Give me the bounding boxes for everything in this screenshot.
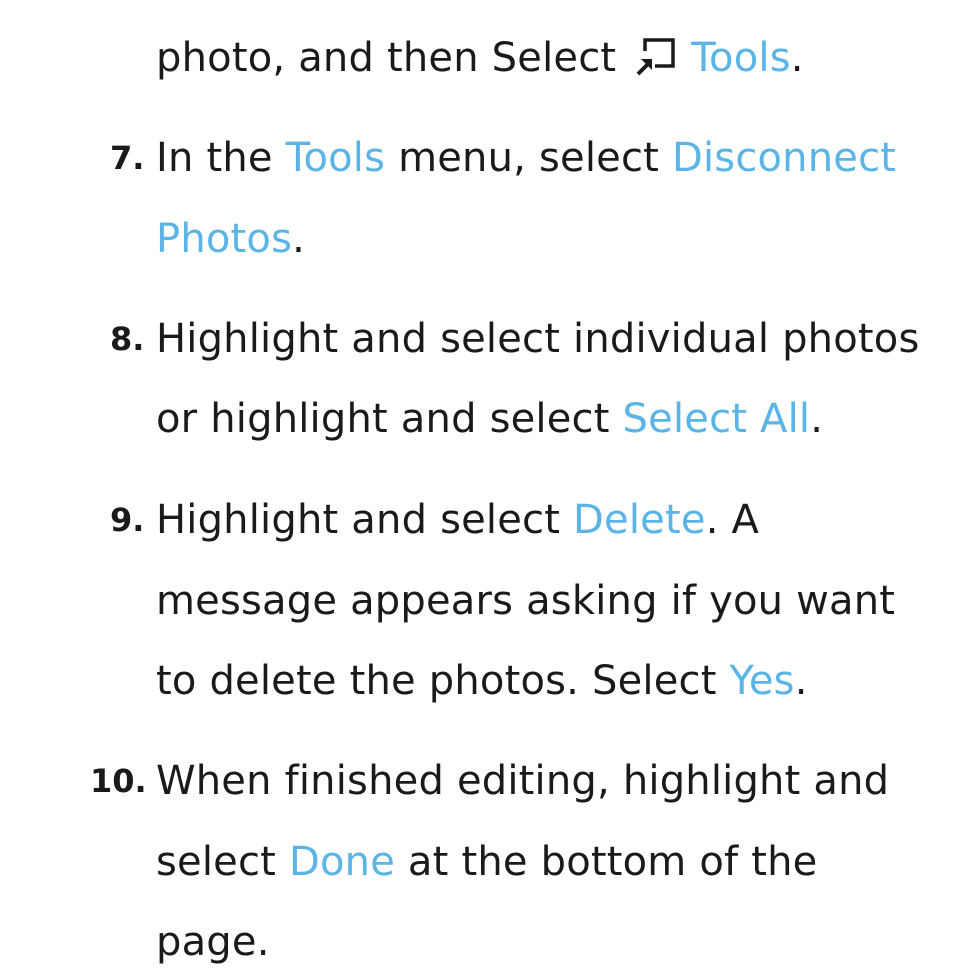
step6-line1	[156, 34, 804, 82]
disconnect-label: Disconnect	[671, 135, 897, 181]
step9-line2: message appears asking if you want	[156, 578, 896, 624]
step7-period: .	[292, 216, 306, 262]
step8-line2	[156, 395, 823, 443]
step8-period: .	[810, 396, 824, 442]
photos-label: Photos	[156, 216, 293, 262]
step10-number: 10.	[90, 762, 147, 800]
step8-text-a: or highlight and select	[156, 396, 623, 442]
step7-number: 7.	[110, 139, 145, 177]
step9-text-b: . A	[705, 497, 760, 543]
step7-text-b: menu, select	[385, 135, 672, 181]
step6-text: photo, and then Select	[156, 35, 630, 81]
step9-text-c: to delete the photos. Select	[156, 658, 730, 704]
step8-line1: Highlight and select individual photos	[156, 316, 920, 362]
step9-line1	[156, 496, 759, 544]
step8-number: 8.	[110, 320, 145, 358]
done-label: Done	[288, 839, 396, 885]
step10-text-b: at the bottom of the	[395, 839, 818, 885]
tools-label: Tools	[691, 35, 791, 81]
step6-period: .	[790, 35, 804, 81]
step7-line2	[156, 215, 305, 263]
tools-icon	[633, 37, 677, 77]
step10-text-a: select	[156, 839, 289, 885]
step9-period: .	[794, 658, 808, 704]
step7-line1	[156, 134, 896, 182]
step10-line2	[156, 838, 818, 886]
step9-text-a: Highlight and select	[156, 497, 574, 543]
yes-label: Yes	[729, 658, 795, 704]
step9-number: 9.	[110, 501, 145, 539]
step9-line3	[156, 657, 808, 705]
tools-menu-label: Tools	[285, 135, 386, 181]
step10-line3: page.	[156, 919, 270, 965]
step7-text-a: In the	[156, 135, 286, 181]
delete-label: Delete	[573, 497, 706, 543]
step10-line1: When finished editing, highlight and	[156, 758, 890, 804]
select-all-label: Select All	[622, 396, 811, 442]
